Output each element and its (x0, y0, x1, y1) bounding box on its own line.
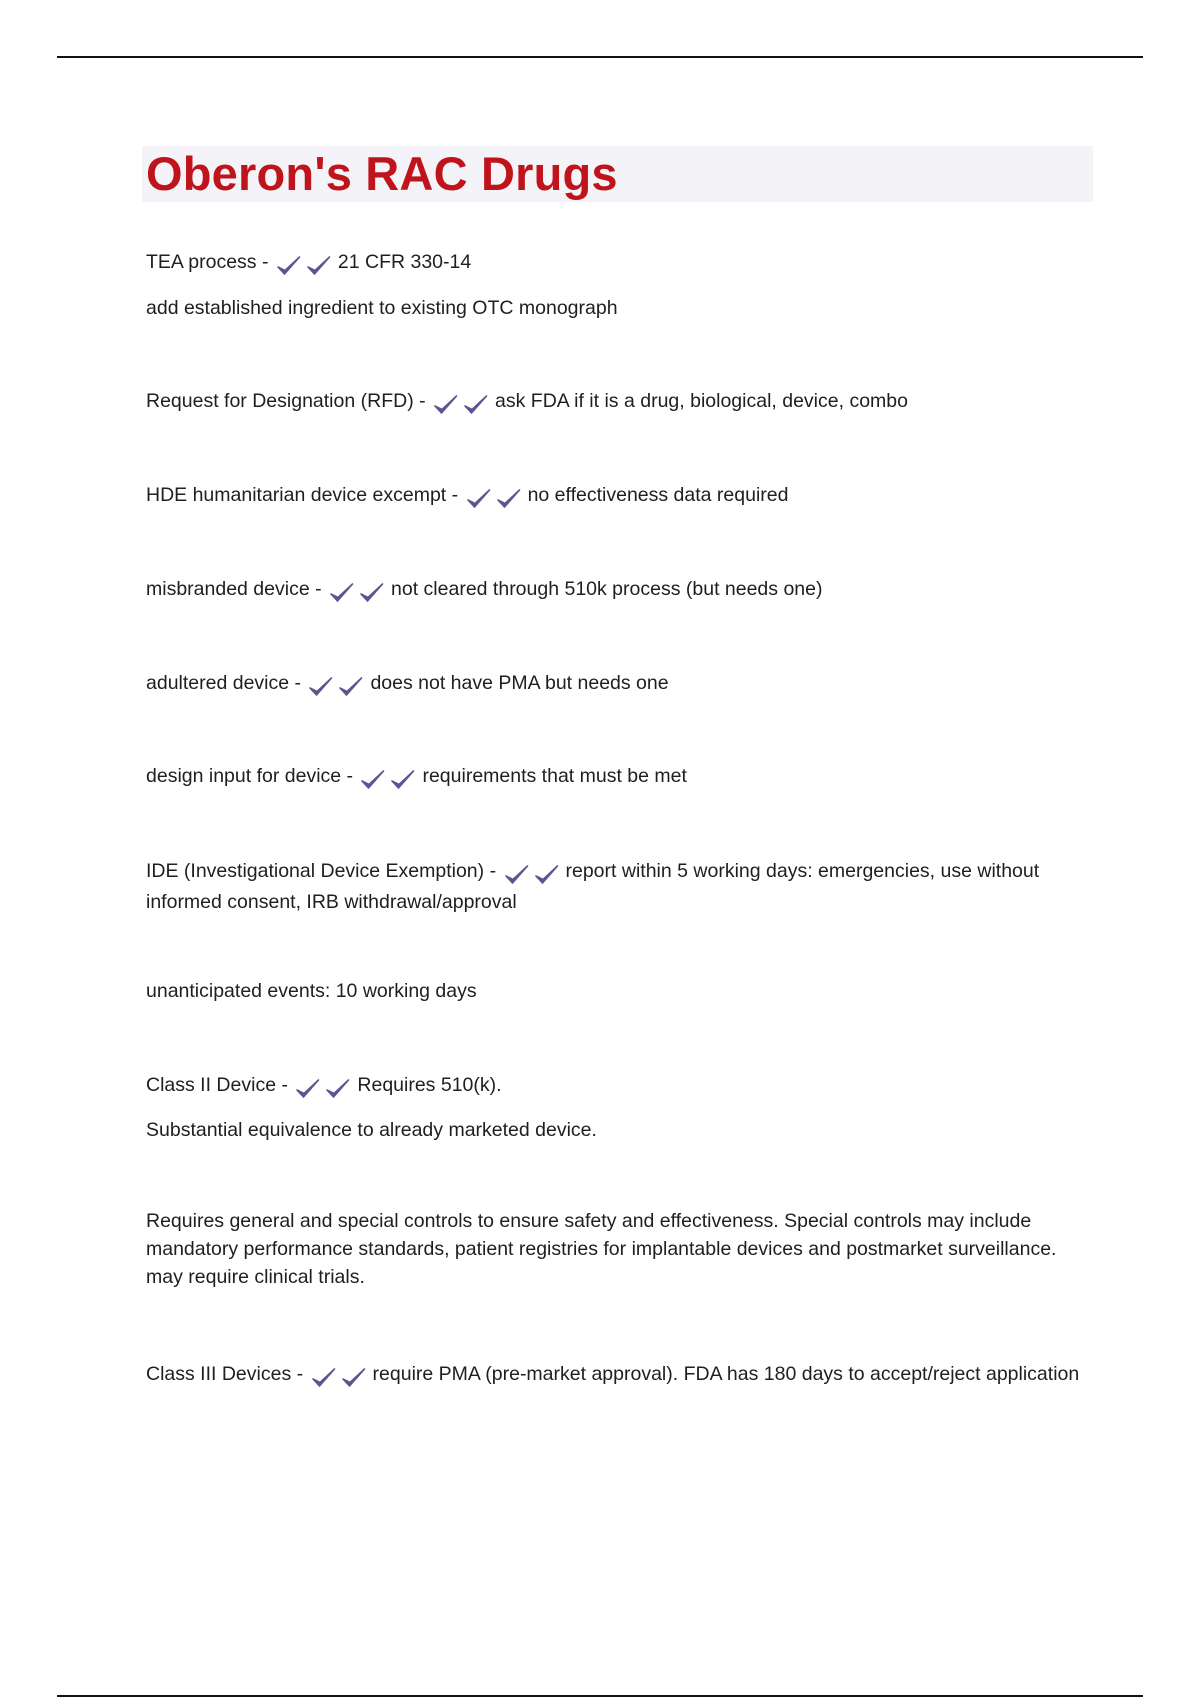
page-title: Oberon's RAC Drugs (146, 147, 618, 200)
checkmark-icon (338, 675, 364, 699)
entry-definition: require PMA (pre-market approval). FDA has 180 days to accept/reject application (372, 1363, 1080, 1385)
checkmark-icon (360, 768, 386, 792)
flashcard-entry (146, 669, 1086, 700)
check-pair (329, 578, 389, 606)
entry-text: Substantial equivalence to already marketed device. (146, 1119, 597, 1141)
flashcard-entry (146, 857, 1086, 916)
separator: - (261, 251, 269, 273)
entry-definition: 21 CFR 330-14 (337, 251, 472, 273)
entry-term: adultered device (146, 672, 290, 694)
entry-definition: ask FDA if it is a drug, biological, device, combo (495, 390, 908, 412)
checkmark-icon (276, 254, 302, 278)
checkmark-icon (390, 768, 416, 792)
check-pair (276, 251, 336, 279)
flashcard-entry (146, 387, 1086, 418)
checkmark-icon (341, 1366, 367, 1390)
checkmark-icon (308, 675, 334, 699)
entry-term: design input for device (146, 765, 342, 787)
check-pair (466, 484, 526, 512)
separator: - (346, 765, 354, 787)
entry-term: TEA process (146, 251, 257, 273)
flashcard-entry (146, 1360, 1086, 1391)
entry-term: Class II Device (146, 1074, 277, 1096)
check-pair (433, 390, 493, 418)
entry-definition: not cleared through 510k process (but needs one) (391, 578, 823, 600)
entry-definition: Requires 510(k). (357, 1074, 502, 1096)
checkmark-icon (466, 487, 492, 511)
separator: - (294, 672, 302, 694)
checkmark-icon (359, 581, 385, 605)
separator: - (489, 860, 497, 882)
entry-definition: no effectiveness data required (527, 484, 789, 506)
checkmark-icon (306, 254, 332, 278)
flashcard-entry (146, 248, 1086, 279)
checkmark-icon (311, 1366, 337, 1390)
entry-term: misbranded device (146, 578, 310, 600)
entry-text: Requires general and special controls to ensure safety and effectiveness. Special controls may include mandatory performance standards, patient registries for implantable devices and postmarket surveillance. may require clinical trials. (146, 1210, 1057, 1288)
separator: - (281, 1074, 288, 1096)
entry-definition: report within 5 working days: emergencies, use without informed consent, IRB withdrawal/approval (146, 860, 1040, 913)
check-pair (311, 1363, 371, 1391)
check-pair (308, 672, 368, 700)
checkmark-icon (496, 487, 522, 511)
checkmark-icon (295, 1077, 321, 1101)
check-pair (504, 860, 564, 888)
entry-term: Request for Designation (RFD) (146, 390, 414, 412)
checkmark-icon (463, 393, 489, 417)
check-pair (295, 1074, 355, 1102)
checkmark-icon (433, 393, 459, 417)
check-pair (360, 765, 420, 793)
entry-definition: requirements that must be met (422, 765, 687, 787)
checkmark-icon (534, 863, 560, 887)
entry-term: Class III Devices (146, 1363, 292, 1385)
checkmark-icon (325, 1077, 351, 1101)
entry-term: IDE (Investigational Device Exemption) (146, 860, 485, 882)
flashcard-entry (146, 762, 1086, 793)
separator: - (419, 390, 426, 412)
entry-text: add established ingredient to existing OTC monograph (146, 297, 618, 319)
flashcard-entry (146, 481, 1086, 512)
checkmark-icon (329, 581, 355, 605)
separator: - (296, 1363, 304, 1385)
bottom-rule (57, 1695, 1143, 1697)
entry-definition: does not have PMA but needs one (370, 672, 669, 694)
top-rule (57, 56, 1143, 58)
separator: - (315, 578, 322, 600)
separator: - (451, 484, 459, 506)
entry-term: HDE humanitarian device excempt (146, 484, 447, 506)
entry-text: unanticipated events: 10 working days (146, 980, 477, 1002)
flashcard-entry (146, 575, 1086, 606)
checkmark-icon (504, 863, 530, 887)
flashcard-entry (146, 1071, 1086, 1102)
